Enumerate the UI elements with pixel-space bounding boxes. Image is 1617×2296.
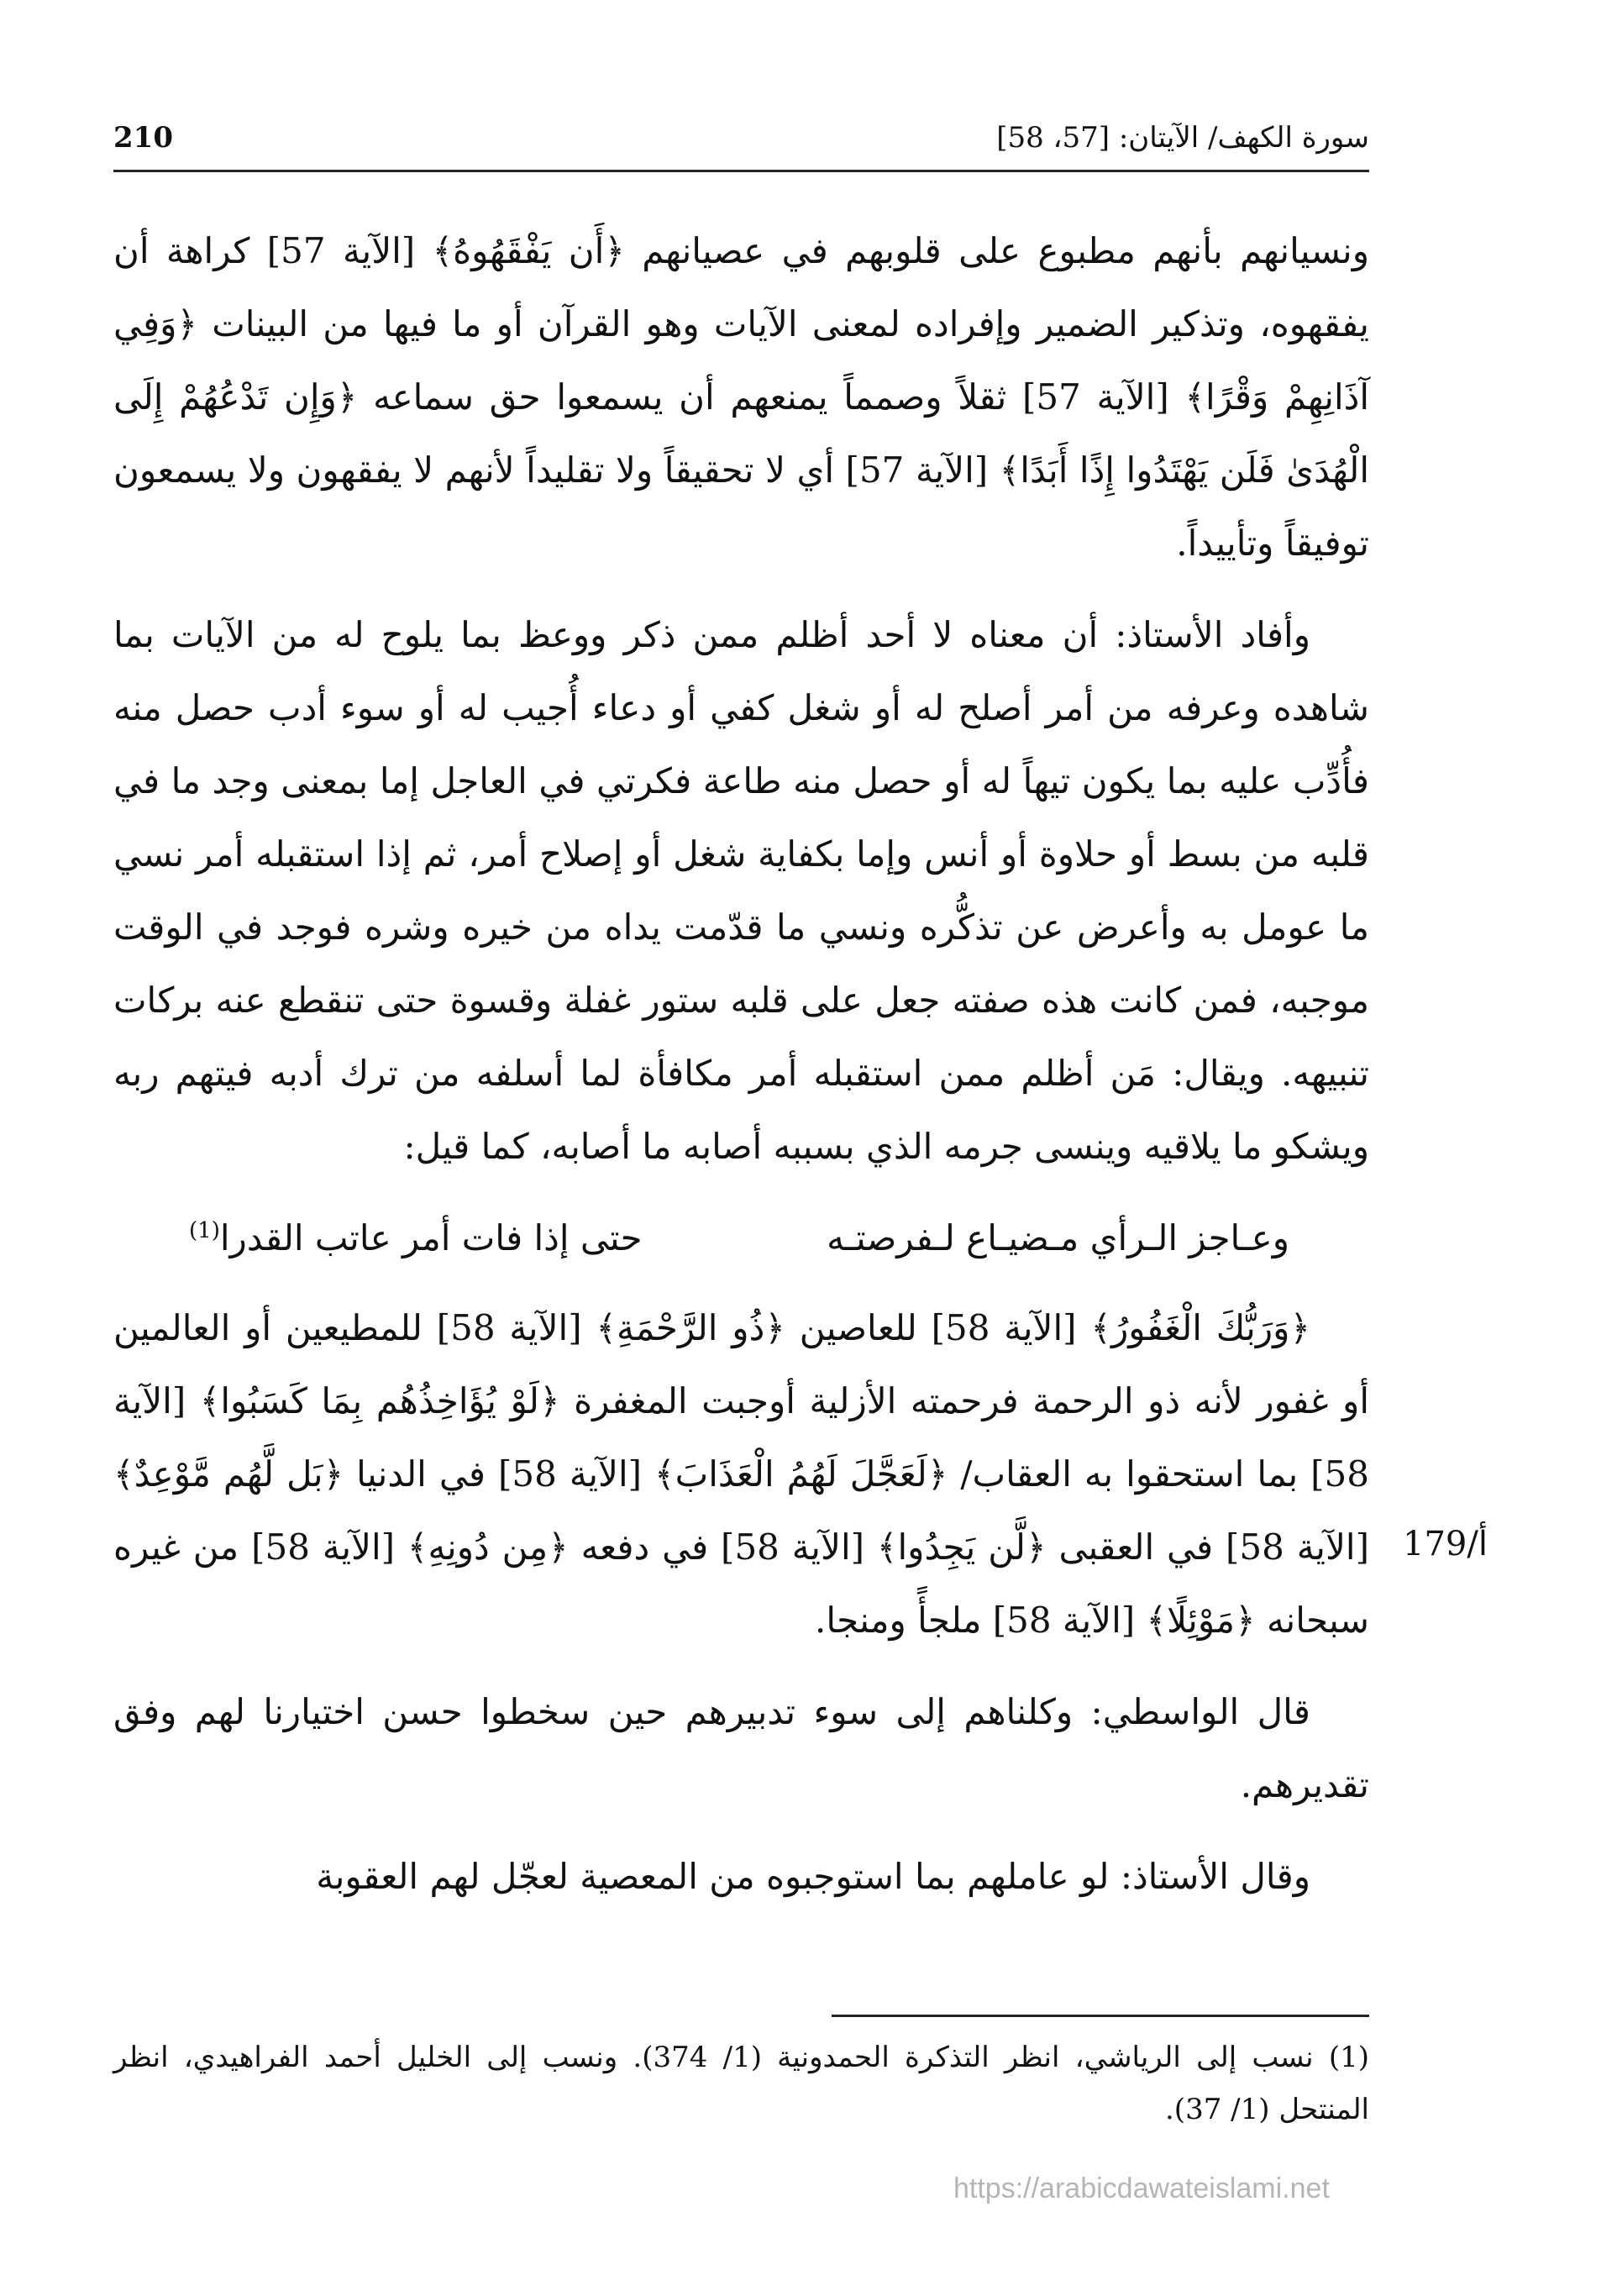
footnote-rule bbox=[832, 2015, 1369, 2017]
paragraph-3: ﴿وَرَبُّكَ الْغَفُورُ﴾ [الآية 58] للعاصين ﴿ذُو الرَّحْمَةِ﴾ [الآية 58] للمطيعين أو العالمين أو غفور لأنه ذو الرحمة فرحمته الأزلية أوجبت المغفرة ﴿لَوْ يُؤَاخِذُهُم بِمَا كَسَبُوا﴾ [الآية 58] بما استحقوا به العقاب/ ﴿لَعَجَّلَ لَهُمُ الْعَذَابَ﴾ [الآية 58] في الدنيا ﴿بَل لَّهُم مَّوْعِدٌ﴾ [الآية 58] في العقبى ﴿لَّن يَجِدُوا﴾ [الآية 58] في دفعه ﴿مِن دُونِهِ﴾ [الآية 58] من غيره سبحانه ﴿مَوْئِلًا﴾ [الآية 58] ملجأً ومنجا. bbox=[113, 1307, 1369, 1641]
poem-second-hemistich bbox=[189, 1201, 643, 1274]
poem-first-hemistich: وعـاجز الـرأي مـضيـاع لـفرصتـه bbox=[827, 1217, 1289, 1258]
paragraph-5: وقال الأستاذ: لو عاملهم بما استوجبوه من المعصية لعجّل لهم العقوبة bbox=[316, 1856, 1310, 1897]
poem-second-text: حتى إذا فات أمر عاتب القدرا bbox=[219, 1217, 643, 1258]
poem-verse bbox=[113, 1201, 1369, 1274]
paragraph-4: قال الواسطي: وكلناهم إلى سوء تدبيرهم حين سخطوا حسن اختيارنا لهم وفق تقديرهم. bbox=[113, 1691, 1369, 1805]
main-text bbox=[113, 214, 1369, 1931]
paragraph-2: وأفاد الأستاذ: أن معناه لا أحد أظلم ممن ذكر ووعظ بما يلوح له من الآيات بما شاهده وعرفه من أمر أصلح له أو شغل كفي أو دعاء أُجيب له أو سوء أدب حصل منه فأُدِّب عليه بما يكون تيهاً له أو حصل منه طاعة فكرتي في العاجل إما بمعنى وجد ما في قلبه من بسط أو حلاوة أو أنس وإما بكفاية شغل أو إصلاح أمر، ثم إذا استقبله أمر نسي ما عومل به وأعرض عن تذكُّره ونسي ما قدّمت يداه من خيره وشره فوجد في الوقت موجبه، فمن كانت هذه صفته جعل على قلبه ستور غفلة وقسوة حتى تنقطع عنه بركات تنبيهه. ويقال: مَن أظلم ممن استقبله أمر مكافأة لما أسلفه من ترك أدبه فيتهم ربه ويشكو ما يلاقيه وينسى جرمه الذي بسببه أصابه ما أصابه، كما قيل: bbox=[113, 614, 1369, 1167]
footnotes bbox=[113, 2031, 1369, 2136]
footnote-marker: (1) bbox=[189, 1218, 220, 1243]
header-rule bbox=[113, 170, 1369, 172]
page-number: 210 bbox=[113, 121, 173, 155]
manuscript-folio-note: 179/أ bbox=[1403, 1525, 1488, 1563]
paragraph-1: ونسيانهم بأنهم مطبوع على قلوبهم في عصيانهم ﴿أَن يَفْقَهُوهُ﴾ [الآية 57] كراهة أن يفقهوه، وتذكير الضمير وإفراده لمعنى الآيات وهو القرآن أو ما فيها من البينات ﴿وَفِي آذَانِهِمْ وَقْرًا﴾ [الآية 57] ثقلاً وصمماً يمنعهم أن يسمعوا حق سماعه ﴿وَإِن تَدْعُهُمْ إِلَى الْهُدَىٰ فَلَن يَهْتَدُوا إِذًا أَبَدًا﴾ [الآية 57] أي لا تحقيقاً ولا تقليداً لأنهم لا يفقهون ولا يسمعون توفيقاً وتأييداً. bbox=[113, 230, 1369, 564]
running-title: سورة الكهف/ الآيتان: [57، 58] bbox=[996, 121, 1369, 155]
page-header bbox=[113, 118, 1369, 168]
footnote-1: (1) نسب إلى الرياشي، انظر التذكرة الحمدونية (1/ 374). ونسب إلى الخليل أحمد الفراهيدي، انظر المنتحل (1/ 37). bbox=[113, 2041, 1369, 2126]
watermark-url: https://arabicdawateislami.net bbox=[953, 2173, 1330, 2204]
